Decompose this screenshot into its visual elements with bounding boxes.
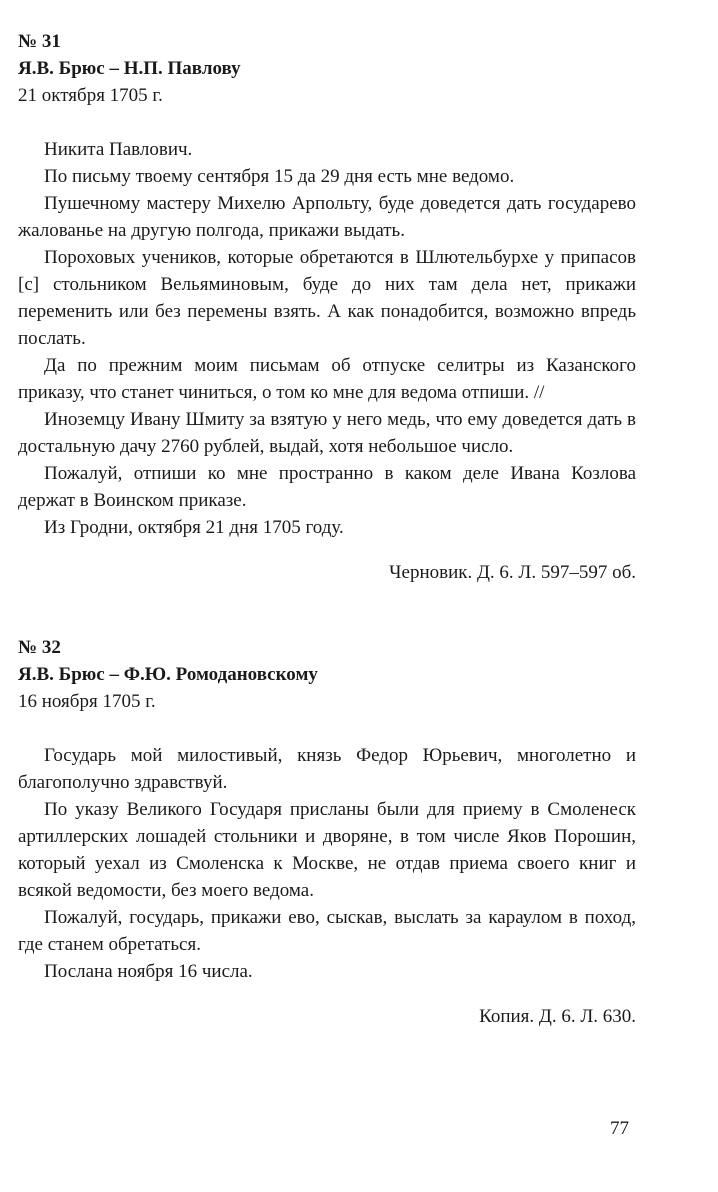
paragraph: Никита Павлович. bbox=[44, 139, 193, 160]
document-heading: Я.В. Брюс – Ф.Ю. Ромодановскому bbox=[18, 664, 318, 685]
document-date: 16 ноября 1705 г. bbox=[18, 691, 156, 712]
document-number: № 32 bbox=[18, 637, 61, 658]
document-date: 21 октября 1705 г. bbox=[18, 85, 163, 106]
document-31 bbox=[18, 28, 636, 586]
paragraph: Из Гродни, октября 21 дня 1705 году. bbox=[44, 517, 344, 538]
archival-source: Копия. Д. 6. Л. 630. bbox=[479, 1006, 636, 1027]
page-number: 77 bbox=[610, 1118, 629, 1139]
paragraph: Пушечному мастеру Михелю Арпольту, буде доведется дать государево жалованье на другую полгода, прикажи выдать. bbox=[18, 193, 636, 241]
document-body bbox=[18, 136, 636, 541]
paragraph: Пожалуй, государь, прикажи ево, сыскав, выслать за караулом в поход, где станем обретаться. bbox=[18, 907, 636, 955]
paragraph: По письму твоему сентября 15 да 29 дня есть мне ведомо. bbox=[44, 166, 515, 187]
page-content bbox=[18, 28, 636, 1030]
archival-source: Черновик. Д. 6. Л. 597–597 об. bbox=[389, 562, 636, 583]
paragraph: Послана ноября 16 числа. bbox=[44, 961, 253, 982]
document-body bbox=[18, 742, 636, 985]
paragraph: Иноземцу Ивану Шмиту за взятую у него медь, что ему доведется дать в достальную дачу 2760 рублей, выдай, хотя небольшое число. bbox=[18, 409, 636, 457]
document-32 bbox=[18, 634, 636, 1030]
paragraph: Государь мой милостивый, князь Федор Юрьевич, многолетно и благополучно здравствуй. bbox=[18, 745, 636, 793]
paragraph: Пожалуй, отпиши ко мне пространно в каком деле Ивана Козлова держат в Воинском приказе. bbox=[18, 463, 636, 511]
document-number: № 31 bbox=[18, 31, 61, 52]
document-heading: Я.В. Брюс – Н.П. Павлову bbox=[18, 58, 241, 79]
paragraph: По указу Великого Государя присланы были для приему в Смоленеск артиллерских лошадей стольники и дворяне, в том числе Яков Порошин, который уехал из Смоленска к Москве, не отдав приема своего книг и всякой ведомости, без моего ведома. bbox=[18, 799, 636, 901]
paragraph: Да по прежним моим письмам об отпуске селитры из Казанского приказу, что станет чиниться, о том ко мне для ведома отпиши. // bbox=[18, 355, 636, 403]
paragraph: Пороховых учеников, которые обретаются в Шлютельбурхе у припасов [с] стольником Вельяминовым, буде до них там дела нет, прикажи переменить или без перемены взять. А как понадобится, возможно впредь послать. bbox=[18, 247, 636, 349]
